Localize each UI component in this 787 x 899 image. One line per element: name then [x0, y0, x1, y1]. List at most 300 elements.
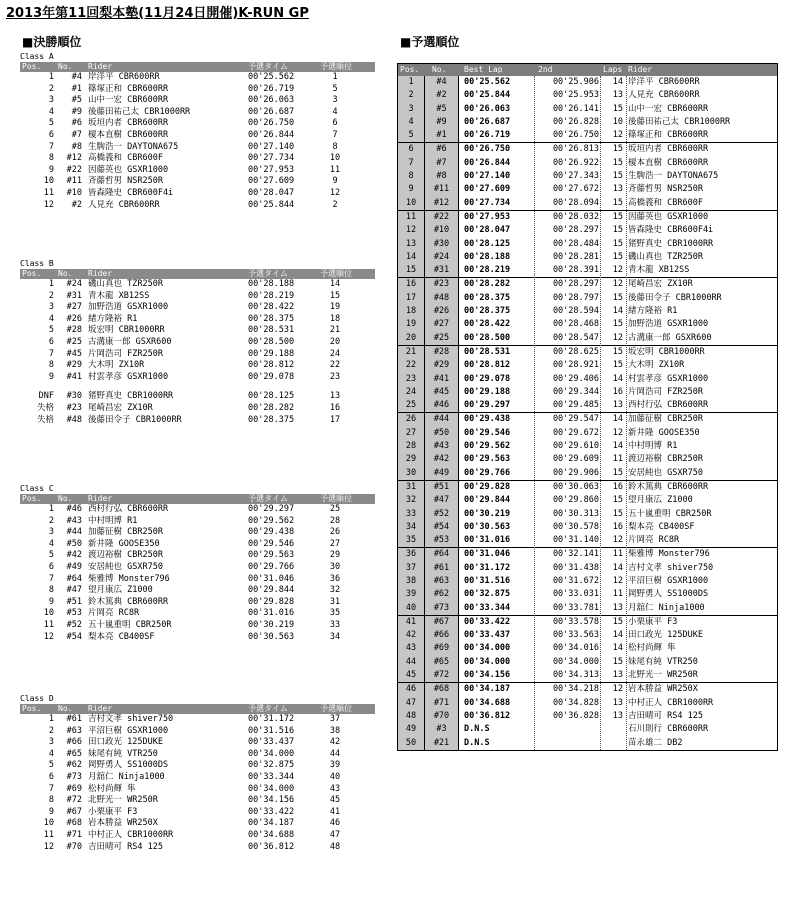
cell-pos: 18	[398, 305, 425, 318]
final-results-heading: ■決勝順位	[22, 35, 82, 49]
qualifying-row	[398, 534, 777, 548]
cell-best: 00'25.844	[464, 90, 511, 101]
table-row	[20, 302, 375, 314]
cell-best: 00'33.437	[464, 630, 511, 641]
cell-pos: 2	[48, 290, 54, 301]
cell-laps: 16	[612, 386, 623, 397]
cell-rider: 片岡亮 RC8R	[628, 535, 680, 546]
cell-time: 00'29.078	[248, 371, 295, 382]
cell-rider: 因藤英也 GSXR1000	[88, 164, 169, 175]
cell-no: #8	[71, 141, 82, 152]
cell-rider: 山中一宏 CBR600RR	[88, 95, 169, 106]
cell-no: #7	[425, 157, 459, 170]
qualifying-row	[398, 103, 777, 116]
table-row	[20, 527, 375, 539]
cell-laps: 10	[612, 116, 623, 127]
cell-laps: 13	[612, 697, 623, 708]
qualifying-row	[398, 413, 777, 426]
cell-time: 00'31.516	[248, 725, 295, 736]
cell-no: #43	[425, 440, 459, 453]
qualifying-row	[398, 143, 777, 156]
cell-rider: 片岡浩司 FZR250R	[88, 348, 163, 359]
cell-pos: 31	[398, 481, 425, 494]
table-row	[20, 72, 375, 84]
cell-no: #26	[425, 305, 459, 318]
cell-time: 00'29.438	[248, 527, 295, 538]
table-row	[20, 516, 375, 528]
cell-pos: 21	[398, 346, 425, 359]
cell-best: 00'28.531	[464, 346, 511, 357]
cell-laps: 13	[612, 710, 623, 721]
cell-second: 00'30.063	[552, 481, 599, 492]
class-label: Class A	[20, 52, 54, 61]
cell-best: 00'28.219	[464, 265, 511, 276]
cell-rider: 鈴木篤典 CBR600RR	[88, 596, 169, 607]
cell-rider: 村雲孝彦 GSXR1000	[88, 371, 169, 382]
qualifying-row	[398, 683, 777, 696]
cell-rider: 青木龍 XB12SS	[88, 290, 150, 301]
cell-rider: 斉藤哲男 NSR250R	[88, 176, 163, 187]
cell-best: 00'33.422	[464, 616, 511, 627]
table-row	[20, 737, 375, 749]
cell-rider: 吉田晴可 RS4 125	[628, 710, 703, 721]
cell-qual: 38	[329, 725, 341, 736]
cell-pos: 11	[43, 187, 54, 198]
cell-no: #41	[66, 371, 82, 382]
cell-no: #11	[66, 176, 82, 187]
cell-rider: 後藤田令子 CBR1000RR	[88, 414, 182, 425]
cell-qual: 28	[329, 515, 341, 526]
cell-no: #71	[425, 697, 459, 710]
cell-second: 00'31.672	[552, 575, 599, 586]
cell-no: #69	[66, 783, 82, 794]
cell-no: #48	[425, 292, 459, 305]
table-row	[20, 795, 375, 807]
cell-time: 00'28.375	[248, 313, 295, 324]
cell-pos: 11	[398, 211, 425, 224]
cell-no: #29	[425, 359, 459, 372]
cell-qual: 47	[329, 829, 341, 840]
table-row	[20, 337, 375, 349]
cell-best: 00'29.563	[464, 454, 511, 465]
cell-best: D.N.S	[464, 737, 490, 748]
cell-best: 00'26.687	[464, 116, 511, 127]
cell-pos: 48	[398, 710, 425, 723]
cell-time: 00'26.844	[248, 129, 295, 140]
cell-pos: 35	[398, 534, 425, 547]
cell-pos: 12	[43, 199, 54, 210]
cell-second: 00'29.860	[552, 495, 599, 506]
cell-pos: 34	[398, 521, 425, 534]
cell-no: #12	[425, 197, 459, 210]
cell-time: 00'34.000	[248, 748, 295, 759]
qualifying-row	[398, 710, 777, 723]
cell-no: #54	[425, 521, 459, 534]
class-label: Class C	[20, 484, 54, 493]
qualifying-row	[398, 494, 777, 507]
cell-best: 00'26.750	[464, 144, 511, 155]
cell-second: 00'26.750	[552, 130, 599, 141]
cell-qual: 5	[332, 83, 338, 94]
header-time: 予選タイム	[248, 62, 288, 71]
cell-no: #22	[66, 164, 82, 175]
qualifying-row	[398, 602, 777, 616]
cell-pos: 45	[398, 669, 425, 682]
cell-second: 00'34.000	[552, 656, 599, 667]
cell-no: #66	[425, 629, 459, 642]
cell-pos: 40	[398, 602, 425, 615]
cell-pos: 9	[48, 164, 54, 175]
cell-laps: 15	[612, 656, 623, 667]
header-time: 予選タイム	[248, 494, 288, 503]
table-row	[20, 784, 375, 796]
cell-pos: 4	[48, 313, 54, 324]
cell-time: 00'26.719	[248, 83, 295, 94]
cell-rider: 榎本直樹 CBR600RR	[628, 157, 709, 168]
cell-no: #45	[66, 348, 82, 359]
cell-laps: 12	[612, 684, 623, 695]
cell-no: #61	[66, 714, 82, 724]
cell-pos: 36	[398, 548, 425, 561]
cell-best: 00'26.719	[464, 130, 511, 141]
table-row	[20, 842, 375, 854]
cell-time: 00'31.016	[248, 608, 295, 619]
cell-laps: 14	[612, 562, 623, 573]
cell-qual: 18	[329, 313, 341, 324]
cell-pos: 3	[48, 302, 54, 313]
cell-pos: 44	[398, 656, 425, 669]
cell-no: #52	[425, 508, 459, 521]
cell-no: #26	[66, 313, 82, 324]
cell-second: 00'28.797	[552, 292, 599, 303]
cell-rider: 坂垣内者 CBR600RR	[628, 144, 709, 155]
cell-qual: 34	[329, 631, 341, 642]
cell-qual: 37	[329, 714, 341, 724]
qualifying-rows	[398, 76, 777, 750]
cell-rider: 鈴木篤典 CBR600RR	[628, 481, 709, 492]
cell-rider: 梨本亮 CB400SF	[628, 521, 695, 532]
cell-best: 00'28.282	[464, 279, 511, 290]
cell-pos: 5	[48, 325, 54, 336]
cell-qual: 31	[329, 596, 341, 607]
column-divider	[534, 76, 535, 750]
cell-no: #47	[425, 494, 459, 507]
cell-pos: 6	[48, 561, 54, 572]
cell-qual: 17	[329, 414, 341, 425]
cell-rider: 生駒浩一 DAYTONA675	[628, 171, 719, 182]
qualifying-row	[398, 224, 777, 237]
cell-time: 00'29.844	[248, 585, 295, 596]
cell-laps: 14	[612, 414, 623, 425]
cell-no: #22	[425, 211, 459, 224]
cell-pos: 11	[43, 619, 54, 630]
cell-time: 00'34.688	[248, 829, 295, 840]
cell-rider: 坂宏明 CBR1000RR	[88, 325, 165, 336]
cell-pos: 17	[398, 292, 425, 305]
cell-second: 00'25.906	[552, 77, 599, 87]
cell-qual: 41	[329, 806, 341, 817]
cell-no: #9	[425, 116, 459, 129]
cell-laps: 15	[612, 144, 623, 155]
column-divider	[626, 76, 627, 750]
cell-no: #23	[425, 278, 459, 291]
cell-rider: 妹尾有純 VTR250	[628, 656, 698, 667]
qualifying-row	[398, 305, 777, 318]
cell-no: #41	[425, 373, 459, 386]
cell-rider: 田口政光 125DUKE	[88, 737, 163, 748]
cell-rider: 尾崎昌宏 ZX10R	[88, 402, 153, 413]
cell-pos: 12	[43, 841, 54, 852]
cell-no: #5	[425, 103, 459, 116]
cell-pos: 4	[398, 116, 425, 129]
cell-laps: 12	[612, 575, 623, 586]
cell-second: 00'25.953	[552, 90, 599, 101]
cell-best: 00'27.953	[464, 211, 511, 222]
qualifying-row	[398, 588, 777, 601]
cell-laps: 14	[612, 441, 623, 452]
cell-rider: 中村正人 CBR1000RR	[628, 697, 714, 708]
header-qual: 予選順位	[320, 704, 352, 713]
header-qual: 予選順位	[320, 62, 352, 71]
cell-laps: 14	[612, 373, 623, 384]
cell-rider: 渡辺裕樹 CBR250R	[88, 550, 163, 561]
cell-rider: 五十嵐重明 CBR250R	[628, 508, 712, 519]
cell-no: #52	[66, 619, 82, 630]
qualifying-row	[398, 642, 777, 655]
cell-laps: 14	[612, 630, 623, 641]
cell-no: #71	[66, 829, 82, 840]
cell-time: 00'27.609	[248, 176, 295, 187]
cell-qual: 30	[329, 561, 341, 572]
cell-rider: 柴雅博 Monster796	[628, 549, 710, 560]
cell-rider: 猪野真史 CBR1000RR	[628, 238, 714, 249]
cell-qual: 22	[329, 360, 341, 371]
cell-no: #44	[66, 527, 82, 538]
header-pos: Pos.	[400, 65, 420, 74]
cell-time: 00'28.219	[248, 290, 295, 301]
cell-pos: 12	[398, 224, 425, 237]
qualifying-row	[398, 238, 777, 251]
cell-rider: 安居純也 GSXR750	[628, 467, 703, 478]
table-row	[20, 504, 375, 516]
table-row	[20, 818, 375, 830]
cell-qual: 45	[329, 795, 341, 806]
cell-rider: 望月康広 Z1000	[628, 495, 693, 506]
cell-laps: 15	[612, 225, 623, 236]
cell-best: 00'34.000	[464, 643, 511, 654]
cell-laps: 11	[612, 589, 623, 600]
cell-qual: 46	[329, 818, 341, 829]
cell-no: #62	[425, 588, 459, 601]
table-row	[20, 153, 375, 165]
cell-laps: 15	[612, 467, 623, 478]
cell-pos: 15	[398, 264, 425, 277]
cell-time: 00'29.188	[248, 348, 295, 359]
cell-best: 00'30.219	[464, 508, 511, 519]
table-row	[20, 415, 375, 427]
cell-best: 00'28.047	[464, 225, 511, 236]
qualifying-row	[398, 427, 777, 440]
cell-pos: 42	[398, 629, 425, 642]
cell-laps: 15	[612, 171, 623, 182]
cell-no: #29	[66, 360, 82, 371]
cell-time: 00'27.953	[248, 164, 295, 175]
cell-qual: 19	[329, 302, 341, 313]
cell-rider: 北野光一 WR250R	[628, 670, 698, 681]
qualifying-row	[398, 548, 777, 561]
cell-pos: 24	[398, 386, 425, 399]
table-row	[20, 539, 375, 551]
cell-second: 00'28.594	[552, 306, 599, 317]
cell-no: #72	[425, 669, 459, 682]
table-row	[20, 585, 375, 597]
table-row	[20, 349, 375, 361]
cell-time: 00'36.812	[248, 841, 295, 852]
cell-rider: 中村明博 R1	[628, 441, 678, 452]
qualifying-row	[398, 508, 777, 521]
cell-time: 00'30.563	[248, 631, 295, 642]
cell-time: 00'26.750	[248, 118, 295, 129]
cell-no: #25	[425, 332, 459, 345]
table-row	[20, 279, 375, 291]
cell-no: #6	[425, 143, 459, 156]
cell-second: 00'33.031	[552, 589, 599, 600]
cell-no: #4	[71, 72, 82, 82]
cell-no: #45	[425, 386, 459, 399]
cell-no: #27	[425, 318, 459, 331]
cell-no: #53	[425, 534, 459, 547]
cell-rider: 妹尾有純 VTR250	[88, 748, 158, 759]
cell-rider: 尾崎昌宏 ZX10R	[628, 279, 693, 290]
final-table	[20, 269, 375, 426]
cell-time: 00'32.875	[248, 760, 295, 771]
qualifying-header-row	[398, 64, 777, 76]
cell-laps: 13	[612, 184, 623, 195]
cell-pos: 28	[398, 440, 425, 453]
cell-pos: 25	[398, 399, 425, 412]
cell-time: 00'34.187	[248, 818, 295, 829]
cell-rider: 古溝康一郎 GSXR600	[628, 332, 712, 343]
cell-no: #61	[425, 562, 459, 575]
cell-qual: 14	[329, 279, 341, 289]
cell-best: 00'29.546	[464, 427, 511, 438]
cell-second: 00'28.625	[552, 346, 599, 357]
qualifying-row	[398, 264, 777, 278]
cell-pos: 7	[48, 573, 54, 584]
cell-rider: 岡野勇人 SS1000DS	[88, 760, 169, 771]
table-row	[20, 597, 375, 609]
cell-qual: 36	[329, 573, 341, 584]
cell-pos: 8	[398, 170, 425, 183]
cell-qual: 48	[329, 841, 341, 852]
cell-best: 00'33.344	[464, 602, 511, 613]
cell-no: #63	[66, 725, 82, 736]
qualifying-row	[398, 278, 777, 291]
cell-qual: 39	[329, 760, 341, 771]
cell-rider: 人見充 CBR600RR	[628, 90, 700, 101]
qualifying-row	[398, 616, 777, 629]
table-row	[20, 95, 375, 107]
cell-best: 00'29.438	[464, 414, 511, 425]
cell-time: 00'28.125	[248, 391, 295, 402]
table-row	[20, 749, 375, 761]
qualifying-row	[398, 440, 777, 453]
cell-second: 00'34.016	[552, 643, 599, 654]
cell-no: #9	[71, 106, 82, 117]
cell-best: 00'28.422	[464, 319, 511, 330]
cell-no: #30	[66, 391, 82, 402]
cell-pos: 1	[48, 504, 54, 514]
cell-best: 00'28.812	[464, 360, 511, 371]
cell-pos: 26	[398, 413, 425, 426]
cell-qual: 7	[332, 129, 338, 140]
cell-pos: DNF	[38, 391, 54, 402]
cell-pos: 7	[48, 783, 54, 794]
cell-best: 00'26.063	[464, 103, 511, 114]
qualifying-row	[398, 129, 777, 143]
cell-no: #73	[66, 771, 82, 782]
cell-best: 00'28.500	[464, 332, 511, 343]
cell-best: 00'30.563	[464, 521, 511, 532]
cell-time: 00'34.000	[248, 783, 295, 794]
cell-second: 00'30.313	[552, 508, 599, 519]
cell-no: #67	[425, 616, 459, 629]
cell-rider: 青木龍 XB12SS	[628, 265, 690, 276]
cell-no: #65	[66, 748, 82, 759]
cell-no: #2	[425, 89, 459, 102]
cell-laps: 15	[612, 360, 623, 371]
cell-pos: 1	[48, 279, 54, 289]
cell-time: 00'29.828	[248, 596, 295, 607]
cell-pos: 10	[398, 197, 425, 210]
cell-laps: 15	[612, 197, 623, 208]
cell-second: 00'34.313	[552, 670, 599, 681]
page-title: 2013年第11回梨本塾(11月24日開催)K-RUN GP	[6, 6, 309, 21]
cell-no: #3	[425, 723, 459, 736]
qualifying-row	[398, 399, 777, 413]
cell-laps: 13	[612, 602, 623, 613]
header-no: No.	[58, 704, 73, 713]
cell-time: 00'29.562	[248, 515, 295, 526]
cell-best: 00'29.766	[464, 467, 511, 478]
cell-rider: 後藤田令子 CBR1000RR	[628, 292, 722, 303]
cell-qual: 35	[329, 608, 341, 619]
cell-no: #30	[425, 238, 459, 251]
cell-rider: 吉村文孝 shiver750	[628, 562, 714, 573]
cell-pos: 3	[398, 103, 425, 116]
table-row	[20, 574, 375, 586]
cell-rider: 高橋義和 CBR600F	[88, 153, 163, 164]
cell-pos: 失格	[36, 414, 54, 425]
qualifying-row	[398, 332, 777, 346]
cell-laps: 11	[612, 454, 623, 465]
cell-second: 00'34.828	[552, 697, 599, 708]
cell-pos: 7	[48, 141, 54, 152]
cell-rider: 磯山真也 TZR250R	[628, 251, 703, 262]
table-row	[20, 325, 375, 337]
cell-rider: 加藤征樹 CBR250R	[628, 414, 703, 425]
cell-no: #2	[71, 199, 82, 210]
cell-pos: 1	[398, 76, 425, 89]
header-best-lap: Best Lap	[464, 65, 503, 74]
cell-no: #70	[425, 710, 459, 723]
cell-laps: 15	[612, 157, 623, 168]
cell-rider: 村雲孝彦 GSXR1000	[628, 373, 709, 384]
qualifying-row	[398, 76, 777, 89]
cell-qual: 15	[329, 290, 341, 301]
cell-pos: 10	[43, 176, 54, 187]
cell-qual: 16	[329, 402, 341, 413]
